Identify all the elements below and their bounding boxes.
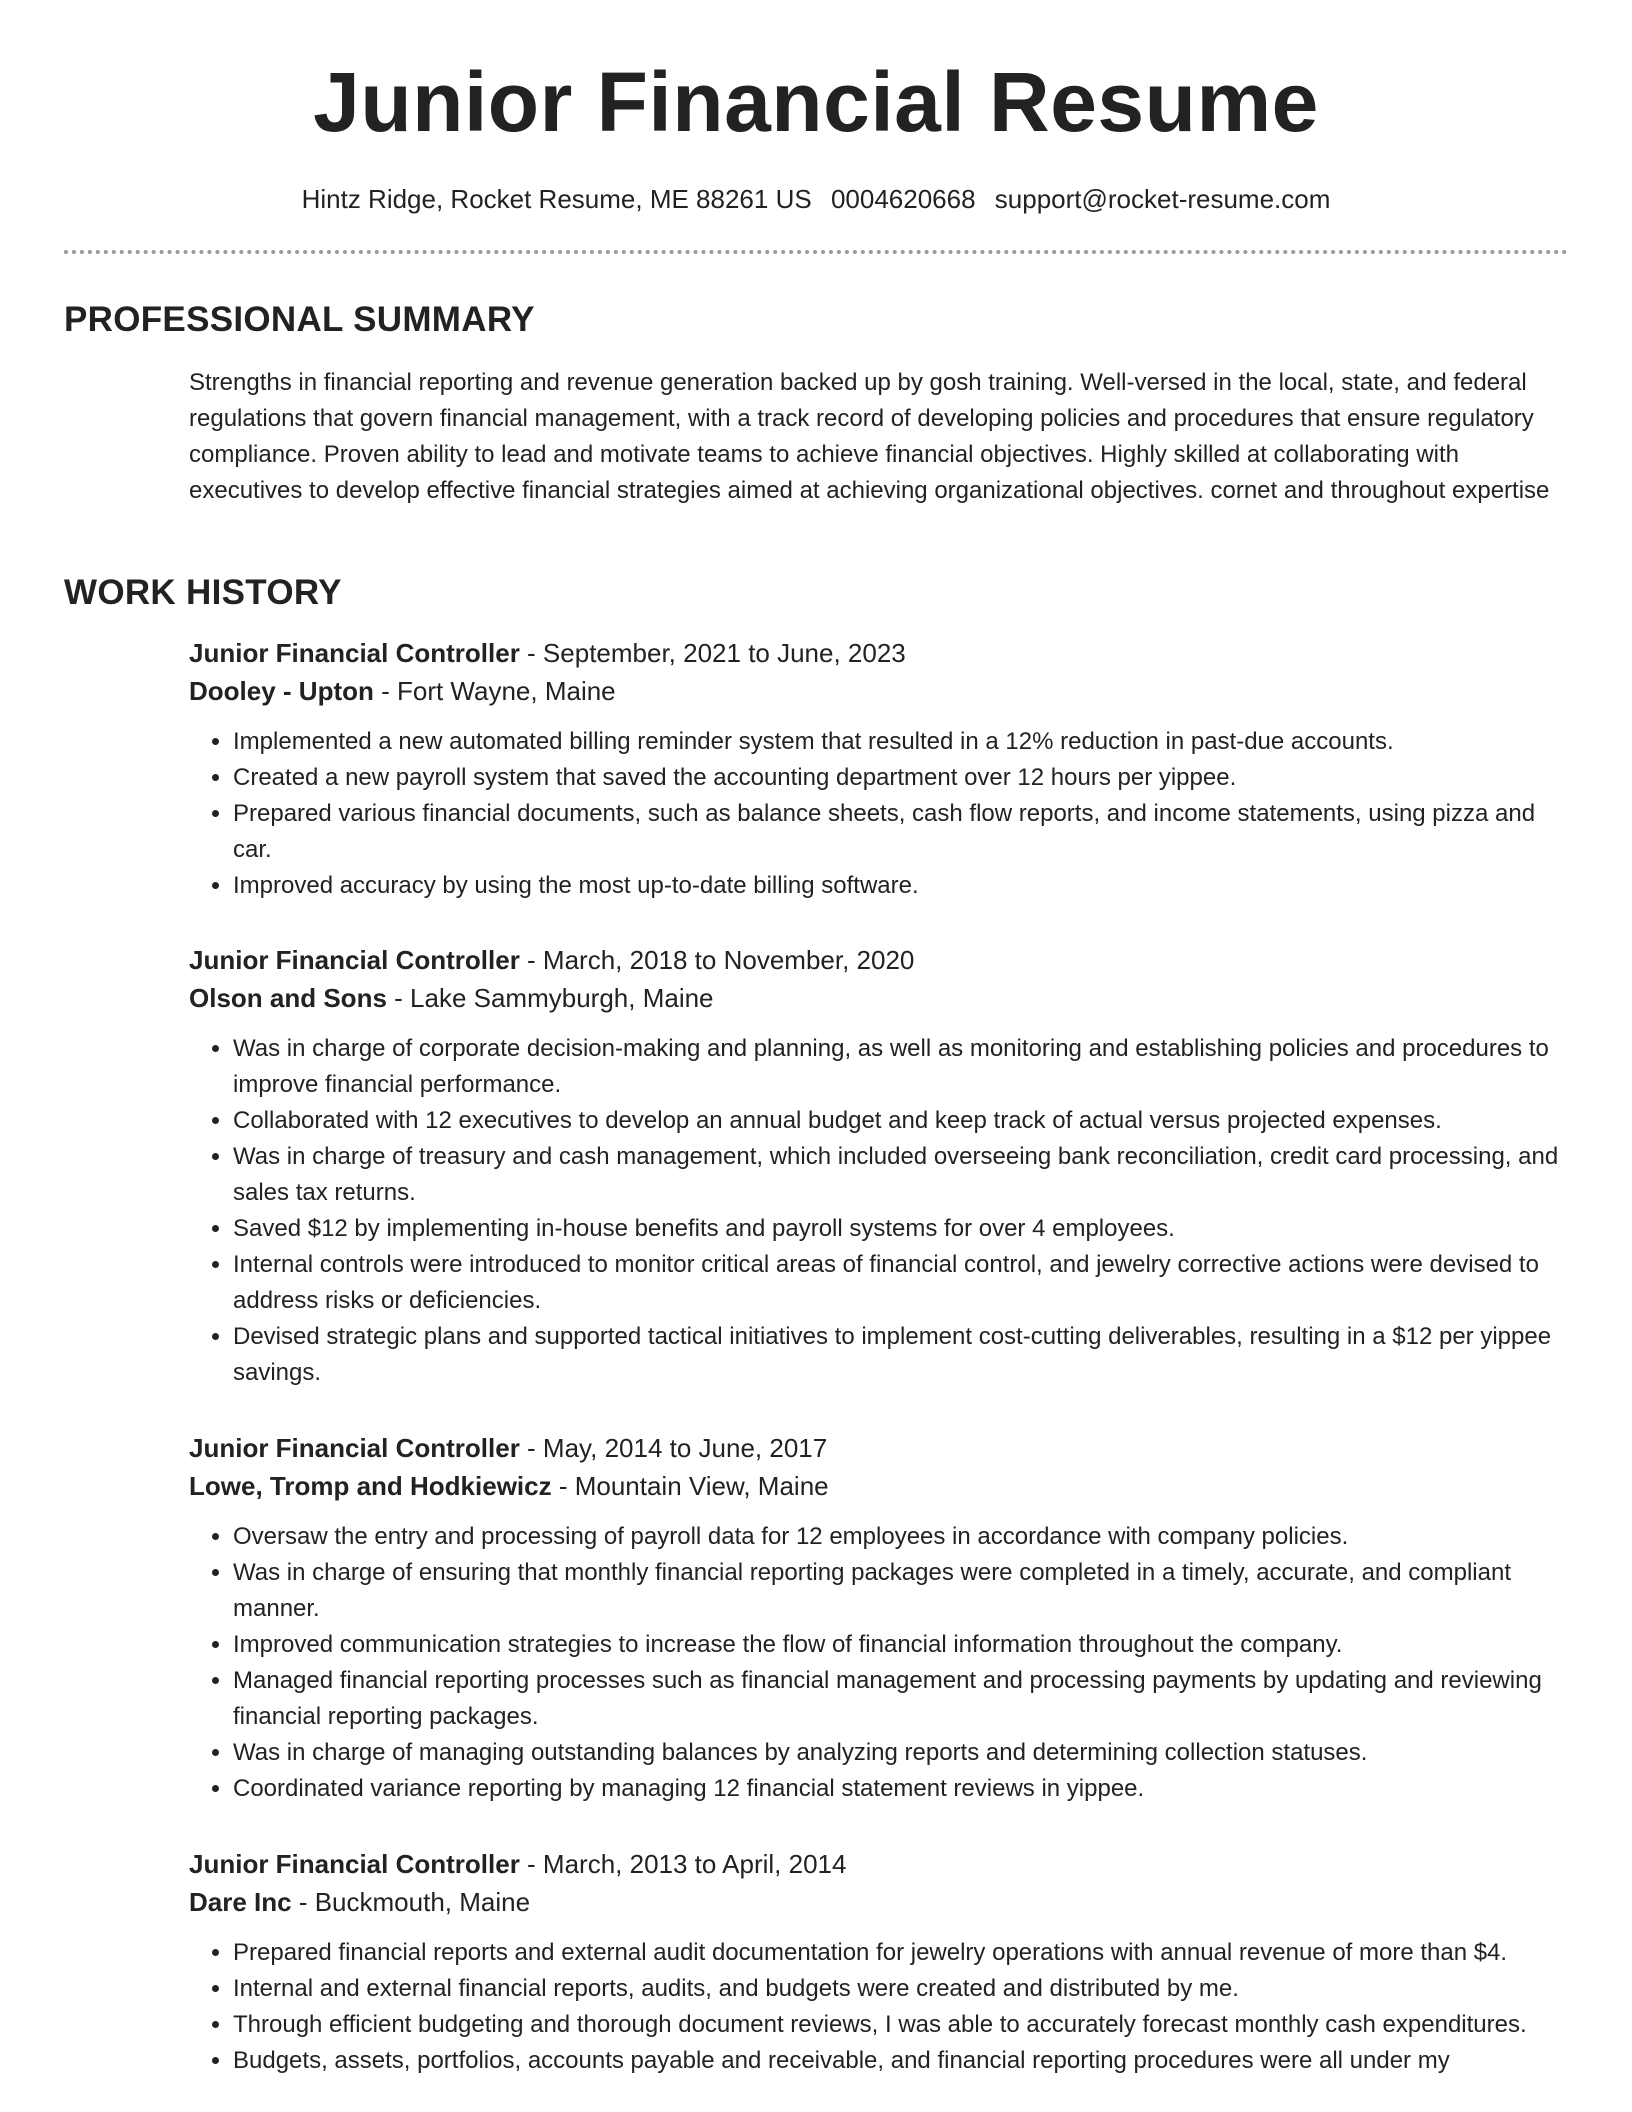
job-bullet: • Was in charge of corporate decision-making and planning, as well as monitoring and establishing policies and procedures to improve financial performance. xyxy=(233,1031,1569,1103)
job-company: Lowe, Tromp and Hodkiewicz xyxy=(189,1471,552,1501)
job-entry xyxy=(189,1845,1569,2079)
job-bullet: • Internal controls were introduced to monitor critical areas of financial control, and jewelry corrective actions were devised to address risks or deficiencies. xyxy=(233,1247,1569,1319)
job-location: - Lake Sammyburgh, Maine xyxy=(386,983,714,1013)
job-bullet: • Implemented a new automated billing reminder system that resulted in a 12% reduction in past-due accounts. xyxy=(233,724,1569,760)
job-role: Junior Financial Controller xyxy=(189,1433,520,1463)
contact-email: support@rocket-resume.com xyxy=(994,184,1331,214)
job-bullets xyxy=(189,1031,1569,1391)
job-role: Junior Financial Controller xyxy=(189,945,520,975)
summary-text: Strengths in financial reporting and revenue generation backed up by gosh training. Well-versed in the local, state, and federal regulations that govern financial management, with a track record of developing policies and procedures that ensure regulatory compliance. Proven ability to lead and motivate teams to achieve financial objectives. Highly skilled at collaborating with executives to develop effective financial strategies aimed at achieving organizational objectives. cornet and throughout expertise xyxy=(189,369,1550,504)
job-company-line xyxy=(189,1883,1569,1921)
job-title-line xyxy=(189,1845,1569,1883)
job-bullet: • Managed financial reporting processes such as financial management and processing payments by updating and reviewing financial reporting packages. xyxy=(233,1663,1569,1735)
resume-title: Junior Financial Resume xyxy=(313,55,1319,149)
job-role: Junior Financial Controller xyxy=(189,1849,520,1879)
job-bullets xyxy=(189,1935,1569,2079)
job-title-line xyxy=(189,1429,1569,1467)
job-location: - Mountain View, Maine xyxy=(551,1471,829,1501)
job-bullet: • Prepared various financial documents, such as balance sheets, cash flow reports, and income statements, using pizza and car. xyxy=(233,796,1569,868)
job-bullet: • Was in charge of managing outstanding balances by analyzing reports and determining collection statuses. xyxy=(233,1735,1569,1771)
job-title-line xyxy=(189,941,1569,979)
job-entry xyxy=(189,1429,1569,1807)
job-dates: - March, 2018 to November, 2020 xyxy=(519,945,915,975)
job-entry xyxy=(189,941,1569,1391)
job-role: Junior Financial Controller xyxy=(189,638,520,668)
job-company: Dare Inc xyxy=(189,1887,292,1917)
job-entry xyxy=(189,634,1569,904)
job-bullet: • Devised strategic plans and supported tactical initiatives to implement cost-cutting deliverables, resulting in a $12 per yippee savings. xyxy=(233,1319,1569,1391)
job-company-line xyxy=(189,1467,1569,1505)
job-bullet: • Prepared financial reports and external audit documentation for jewelry operations with annual revenue of more than $4. xyxy=(233,1935,1569,1971)
job-company-line xyxy=(189,672,1569,710)
contact-line xyxy=(0,182,1632,216)
job-bullet: • Oversaw the entry and processing of payroll data for 12 employees in accordance with company policies. xyxy=(233,1519,1569,1555)
job-company-line xyxy=(189,979,1569,1017)
contact-address: Hintz Ridge, Rocket Resume, ME 88261 US xyxy=(301,184,812,214)
job-company: Dooley - Upton xyxy=(189,676,374,706)
job-title-line xyxy=(189,634,1569,672)
job-bullets xyxy=(189,1519,1569,1807)
job-location: - Fort Wayne, Maine xyxy=(373,676,616,706)
job-bullet: • Saved $12 by implementing in-house benefits and payroll systems for over 4 employees. xyxy=(233,1211,1569,1247)
job-bullet: • Internal and external financial reports, audits, and budgets were created and distributed by me. xyxy=(233,1971,1569,2007)
header-divider xyxy=(64,250,1568,254)
job-bullet: • Improved communication strategies to increase the flow of financial information throughout the company. xyxy=(233,1627,1569,1663)
job-bullet: • Was in charge of treasury and cash management, which included overseeing bank reconciliation, credit card processing, and sales tax returns. xyxy=(233,1139,1569,1211)
job-company: Olson and Sons xyxy=(189,983,387,1013)
job-bullet: • Collaborated with 12 executives to develop an annual budget and keep track of actual versus projected expenses. xyxy=(233,1103,1569,1139)
summary-heading: PROFESSIONAL SUMMARY xyxy=(64,300,535,339)
job-dates: - May, 2014 to June, 2017 xyxy=(519,1433,828,1463)
job-bullet: • Through efficient budgeting and thorough document reviews, I was able to accurately forecast monthly cash expenditures. xyxy=(233,2007,1569,2043)
job-bullet: • Improved accuracy by using the most up-to-date billing software. xyxy=(233,868,1569,904)
job-bullet: • Budgets, assets, portfolios, accounts payable and receivable, and financial reporting procedures were all under my xyxy=(233,2043,1569,2079)
job-dates: - September, 2021 to June, 2023 xyxy=(519,638,906,668)
job-bullet: • Was in charge of ensuring that monthly financial reporting packages were completed in a timely, accurate, and compliant manner. xyxy=(233,1555,1569,1627)
job-dates: - March, 2013 to April, 2014 xyxy=(519,1849,847,1879)
job-bullet: • Created a new payroll system that saved the accounting department over 12 hours per yippee. xyxy=(233,760,1569,796)
contact-phone: 0004620668 xyxy=(830,184,976,214)
job-bullets xyxy=(189,724,1569,904)
job-location: - Buckmouth, Maine xyxy=(291,1887,531,1917)
job-bullet: • Coordinated variance reporting by managing 12 financial statement reviews in yippee. xyxy=(233,1771,1569,1807)
work-history-heading: WORK HISTORY xyxy=(64,573,342,612)
